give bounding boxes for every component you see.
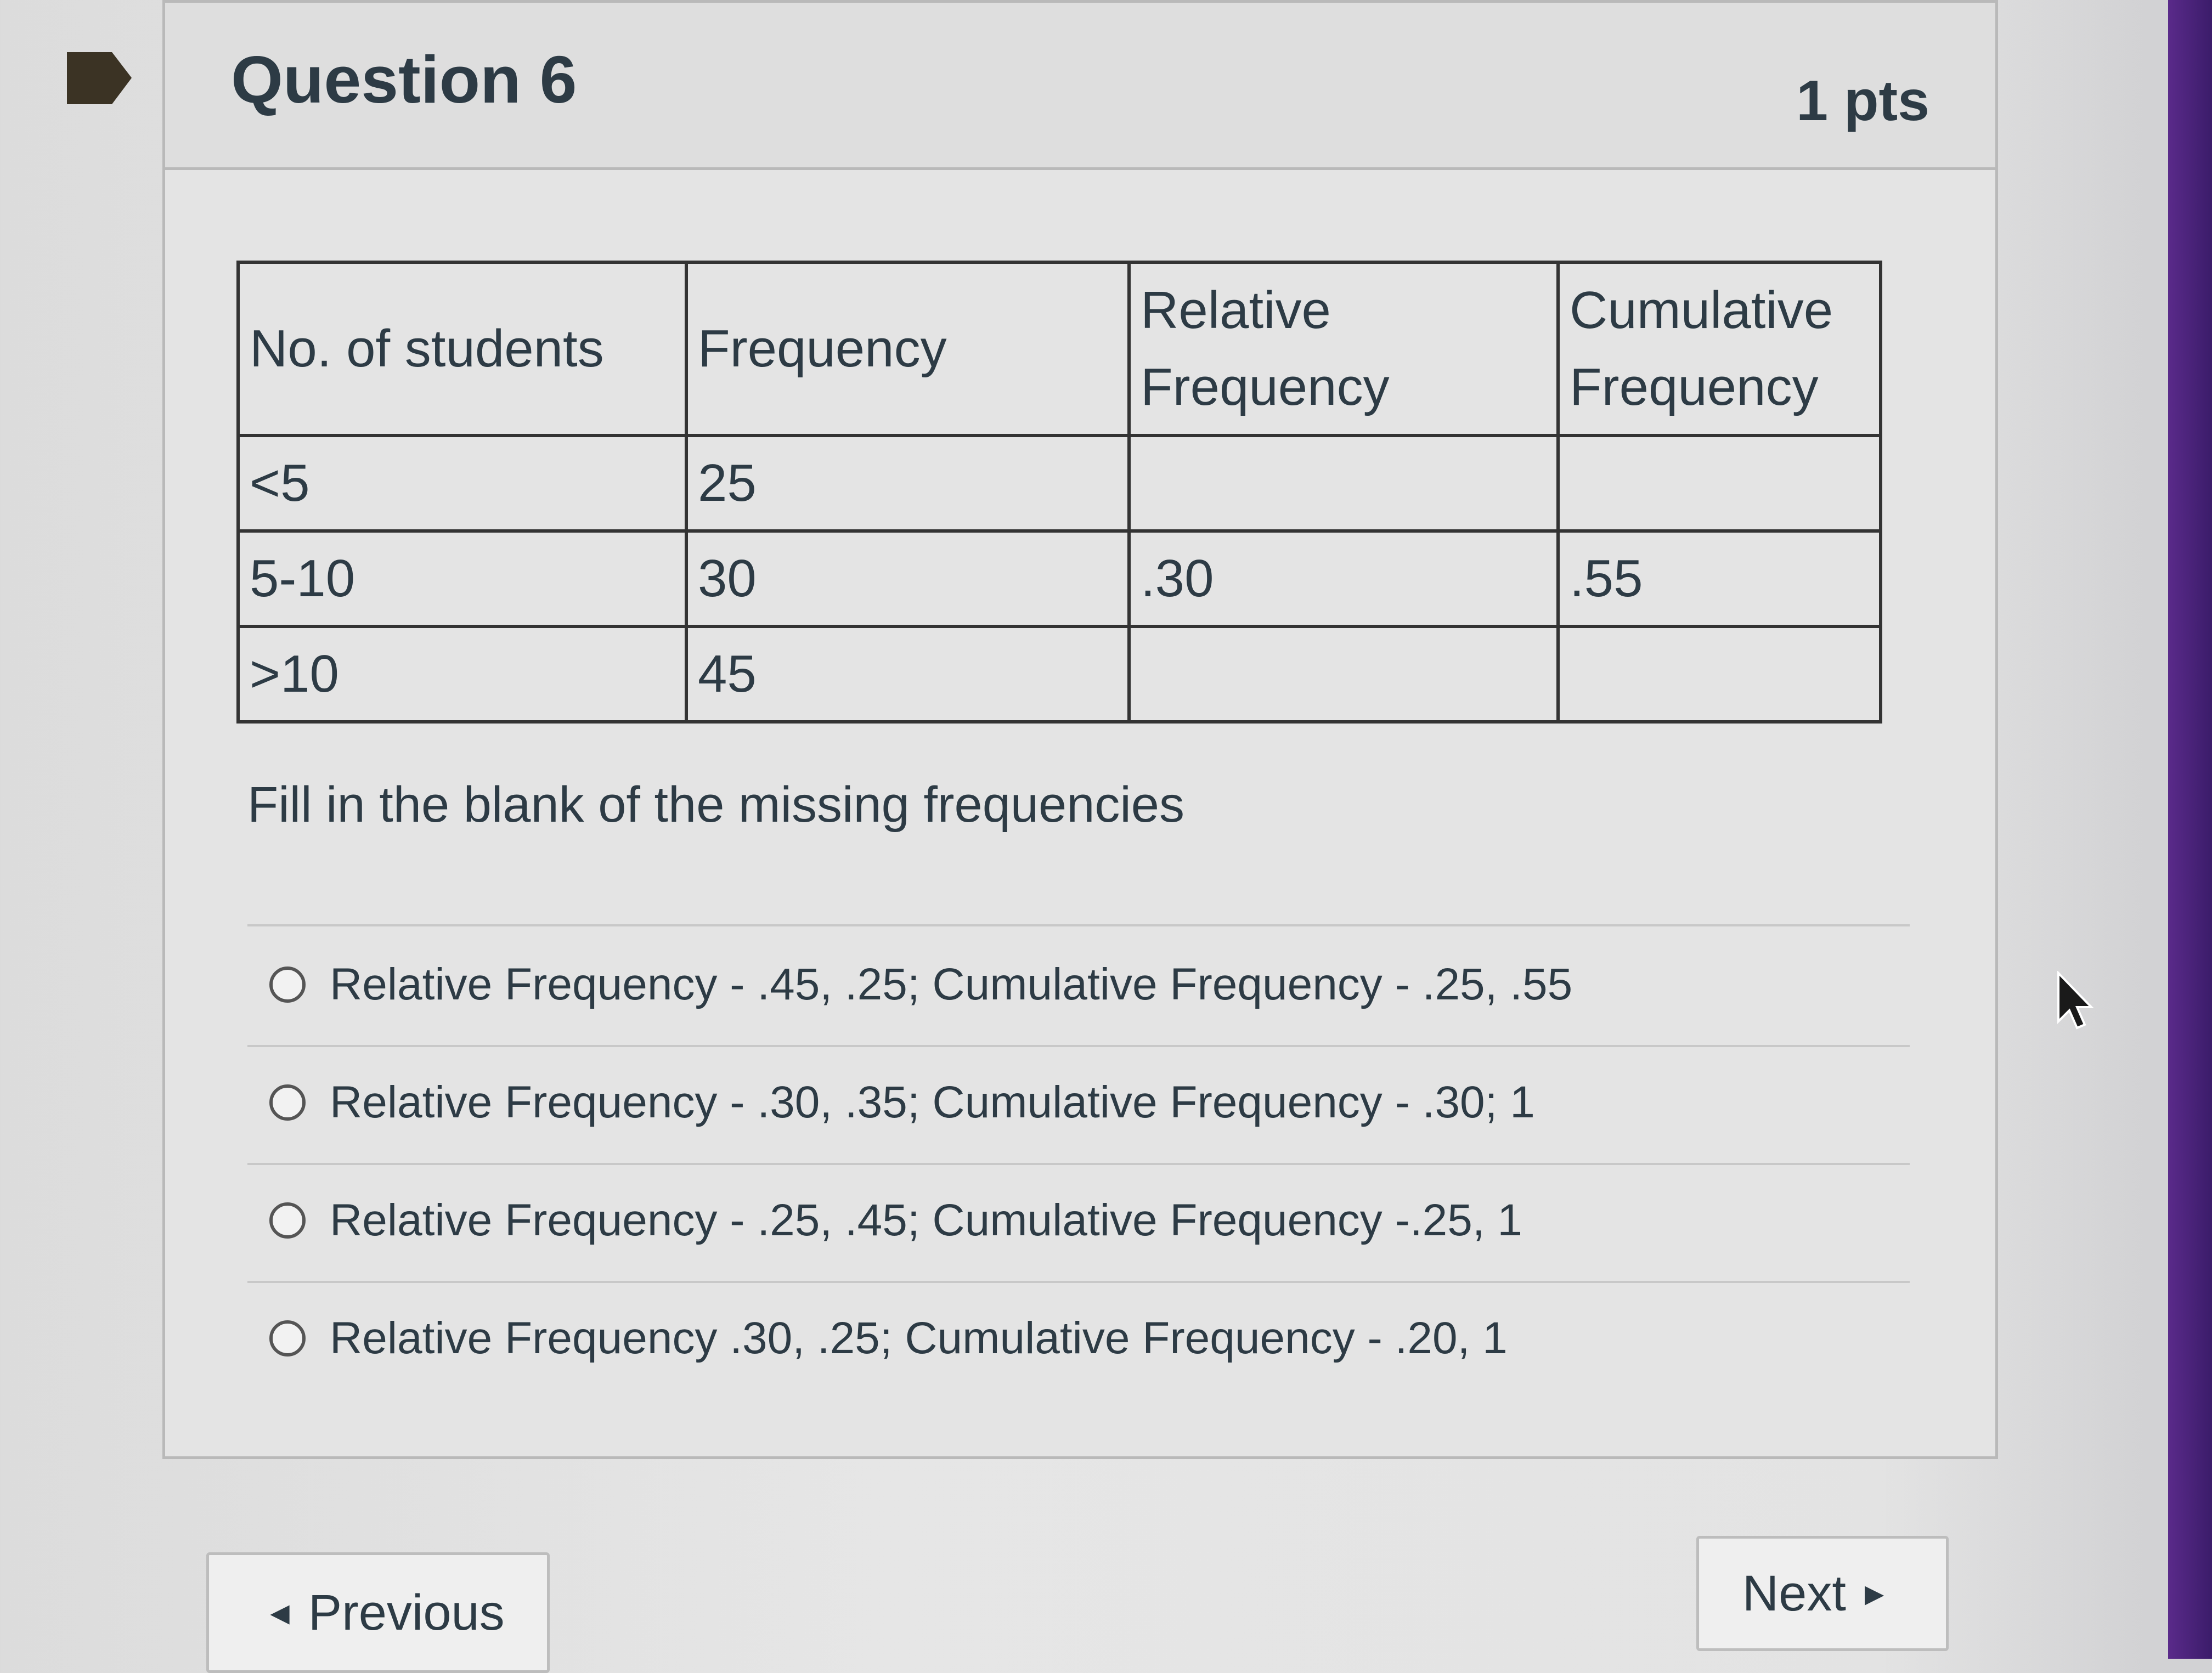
- question-card: [162, 0, 1998, 1459]
- table-cell: .30: [1129, 531, 1558, 626]
- table-cell: <5: [238, 436, 686, 531]
- radio-button[interactable]: [269, 1202, 306, 1239]
- radio-button[interactable]: [269, 1320, 306, 1357]
- table-row: [238, 531, 1881, 626]
- answer-option-2[interactable]: [269, 1059, 1535, 1146]
- table-cell: 5-10: [238, 531, 686, 626]
- answer-label: Relative Frequency .30, .25; Cumulative Frequency - .20, 1: [330, 1313, 1508, 1363]
- table-cell: [1558, 626, 1881, 722]
- previous-button[interactable]: [206, 1552, 550, 1673]
- table-cell: [1129, 626, 1558, 722]
- table-row: [238, 436, 1881, 531]
- table-cell: [1558, 436, 1881, 531]
- next-button[interactable]: [1696, 1536, 1949, 1651]
- answer-label: Relative Frequency - .30, .35; Cumulative Frequency - .30; 1: [330, 1077, 1535, 1127]
- table-cell: 25: [686, 436, 1129, 531]
- divider: [247, 1045, 1910, 1047]
- divider: [247, 1163, 1910, 1165]
- triangle-left-icon: ◀: [270, 1598, 290, 1627]
- table-header-cell: No. of students: [238, 262, 686, 436]
- question-title: Question 6: [231, 42, 577, 117]
- table-row: [238, 626, 1881, 722]
- frequency-table: [236, 261, 1882, 724]
- next-button-label: Next: [1742, 1565, 1846, 1621]
- answer-option-4[interactable]: [269, 1295, 1508, 1382]
- table-header-cell: Cumulative Frequency: [1558, 262, 1881, 436]
- table-cell: 30: [686, 531, 1129, 626]
- triangle-right-icon: ▶: [1864, 1579, 1884, 1608]
- radio-button[interactable]: [269, 1084, 306, 1121]
- question-prompt: Fill in the blank of the missing frequencies: [247, 777, 1184, 833]
- bookmark-flag-icon[interactable]: [67, 52, 132, 104]
- answer-label: Relative Frequency - .25, .45; Cumulative Frequency -.25, 1: [330, 1195, 1523, 1245]
- mouse-cursor-icon: [2056, 971, 2095, 1031]
- question-points: 1 pts: [1796, 69, 1929, 133]
- answer-option-1[interactable]: [269, 941, 1572, 1028]
- table-cell: [1129, 436, 1558, 531]
- table-header-cell: Relative Frequency: [1129, 262, 1558, 436]
- previous-button-label: Previous: [308, 1584, 505, 1641]
- answer-option-3[interactable]: [269, 1177, 1522, 1264]
- desktop-edge: [2168, 0, 2212, 1659]
- table-cell: .55: [1558, 531, 1881, 626]
- table-header-row: [238, 262, 1881, 436]
- table-cell: 45: [686, 626, 1129, 722]
- divider: [247, 1281, 1910, 1283]
- question-header: [165, 3, 1995, 170]
- table-cell: >10: [238, 626, 686, 722]
- radio-button[interactable]: [269, 967, 306, 1003]
- divider: [247, 924, 1910, 926]
- table-header-cell: Frequency: [686, 262, 1129, 436]
- answer-label: Relative Frequency - .45, .25; Cumulative Frequency - .25, .55: [330, 959, 1573, 1009]
